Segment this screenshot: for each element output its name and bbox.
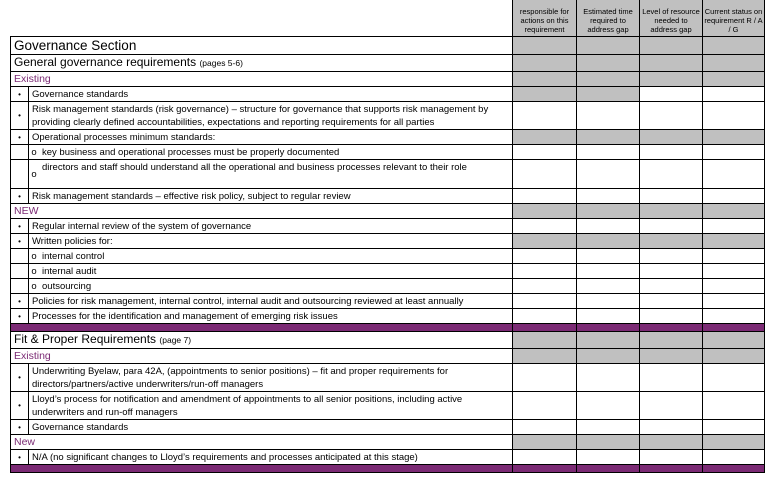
item-text: Regular internal review of the system of governance [32,220,252,232]
item-row [11,189,765,204]
item-row [11,294,765,309]
item-text: key business and operational processes must be properly documented [42,146,340,158]
item-text: N/A (no significant changes to Lloyd’s requirements and processes anticipated at this stage) [32,451,418,463]
item-text: Risk management standards (risk governance) – structure for governance that supports risk management by providing clearly defined accountabilities, expectations and reporting requirements for all parties [32,103,489,128]
item-row [11,364,765,392]
item-row [11,309,765,324]
bullet-icon: • [11,219,29,233]
header-row [11,0,765,37]
subitem-row [11,249,765,264]
category-row [11,72,765,87]
item-text: Written policies for: [32,235,113,247]
header-time: Estimated time required to address gap [577,0,640,37]
item-row [11,87,765,102]
section-divider [11,324,765,332]
section-row [11,37,765,55]
header-responsible: responsible for actions on this requirement [513,0,577,37]
category-row [11,435,765,450]
bullet-icon: • [11,294,29,308]
header-resource: Level of resource needed to address gap [640,0,703,37]
item-text: Operational processes minimum standards: [32,131,216,143]
category-row [11,349,765,364]
subsection-row [11,55,765,72]
bullet-icon: • [11,130,29,144]
section-divider [11,465,765,473]
category-row [11,204,765,219]
item-text: Processes for the identification and management of emerging risk issues [32,310,338,322]
sub-bullet-icon: o [31,168,37,180]
item-text: Governance standards [32,88,129,100]
item-row [11,219,765,234]
section-title: Governance Section [11,37,513,55]
sub-bullet-icon: o [31,146,37,158]
item-text: directors and staff should understand all the operational and business processes relevant to their role [42,162,467,173]
item-text: outsourcing [42,280,92,292]
category-label: NEW [11,204,513,219]
item-row [11,130,765,145]
subsection-title: Fit & Proper Requirements [14,332,157,346]
item-row [11,450,765,465]
requirements-table [10,0,765,473]
item-text: Governance standards [32,421,129,433]
item-row [11,420,765,435]
bullet-icon: • [11,87,29,101]
item-text: internal control [42,250,105,262]
sub-bullet-icon: o [31,250,37,262]
bullet-icon: • [11,420,29,434]
header-status: Current status on requirement R / A / G [703,0,765,37]
category-label: Existing [11,349,513,364]
page-ref: (page 7) [159,335,192,345]
subitem-row [11,279,765,294]
bullet-icon: • [11,189,29,203]
item-text: internal audit [42,265,97,277]
page-ref: (pages 5-6) [199,58,243,68]
bullet-icon: • [11,392,29,419]
subsection-row [11,332,765,349]
bullet-icon: • [11,309,29,323]
subitem-row [11,264,765,279]
item-text: Lloyd’s process for notification and amendment of appointments to all senior positions, including active underwriters and run-off managers [32,393,463,418]
category-label: New [11,435,513,450]
item-text: Underwriting Byelaw, para 42A, (appointments to senior positions) – fit and proper requirements for directors/partners/active underwriters/run-off managers [32,365,449,390]
item-row [11,102,765,130]
sub-bullet-icon: o [31,280,37,292]
item-text: Risk management standards – effective risk policy, subject to regular review [32,190,351,202]
subitem-row [11,145,765,160]
sub-bullet-icon: o [31,265,37,277]
bullet-icon: • [11,450,29,464]
bullet-icon: • [11,102,29,129]
item-row [11,234,765,249]
bullet-icon: • [11,234,29,248]
subitem-row [11,160,765,189]
category-label: Existing [11,72,513,87]
subsection-title: General governance requirements [14,55,197,69]
item-row [11,392,765,420]
bullet-icon: • [11,364,29,391]
item-text: Policies for risk management, internal control, internal audit and outsourcing reviewed at least annually [32,295,464,307]
